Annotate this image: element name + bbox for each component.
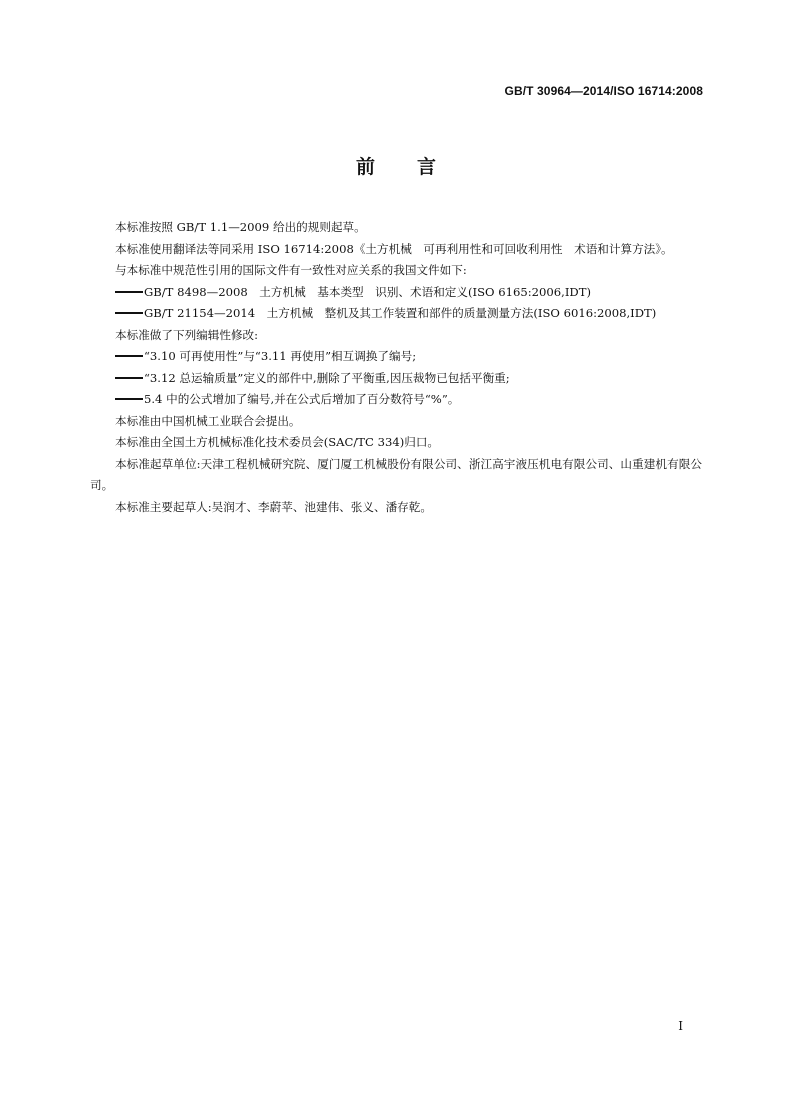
page-title [0,152,792,179]
modification-text: “3.12 总运输质量”定义的部件中,删除了平衡重,因压裁物已包括平衡重; [144,370,510,385]
dash-mark [115,355,143,357]
dash-mark [115,291,143,293]
dash-mark [115,377,143,379]
title-char-right: 言 [417,156,437,178]
paragraph-drafters: 本标准主要起草人:吴润才、李蔚苹、池建伟、张义、潘存乾。 [115,499,432,514]
paragraph-editorial-intro: 本标准做了下列编辑性修改: [115,327,259,342]
modification-text: “3.10 可再使用性”与“3.11 再使用”相互调换了编号; [144,349,417,363]
modification-item [90,368,702,390]
title-char-left: 前 [355,156,375,178]
modification-text: 5.4 中的公式增加了编号,并在公式后增加了百分数符号“%”。 [144,392,460,406]
reference-text: GB/T 21154—2014 土方机械 整机及其工作装置和部件的质量测量方法(ISO 6016:2008,IDT) [144,306,657,320]
paragraph-drafting-rules: 本标准按照 GB/T 1.1—2009 给出的规则起草。 [115,220,366,234]
dash-mark [115,312,143,314]
modification-item [90,389,702,411]
paragraph-proposer: 本标准由中国机械工业联合会提出。 [115,413,301,428]
page-number: I [678,1019,683,1033]
reference-text: GB/T 8498—2008 土方机械 基本类型 识别、术语和定义(ISO 6165:2006,IDT) [144,284,591,299]
paragraph-committee: 本标准由全国土方机械标准化技术委员会(SAC/TC 334)归口。 [115,435,440,449]
paragraph-references-intro: 与本标准中规范性引用的国际文件有一致性对应关系的我国文件如下: [115,263,467,277]
standard-number-header: GB/T 30964—2014/ISO 16714:2008 [504,84,703,98]
modification-item [90,346,702,368]
dash-mark [115,398,143,400]
foreword-body [90,217,702,518]
reference-item [90,303,702,325]
paragraph-drafting-units: 本标准起草单位:天津工程机械研究院、厦门厦工机械股份有限公司、浙江高宇液压机电有限公司、山重建机有限公司。 [90,456,702,492]
paragraph-adoption: 本标准使用翻译法等同采用 ISO 16714:2008《土方机械 可再利用性和可回收利用性 术语和计算方法》。 [115,241,673,256]
reference-item [90,282,702,304]
